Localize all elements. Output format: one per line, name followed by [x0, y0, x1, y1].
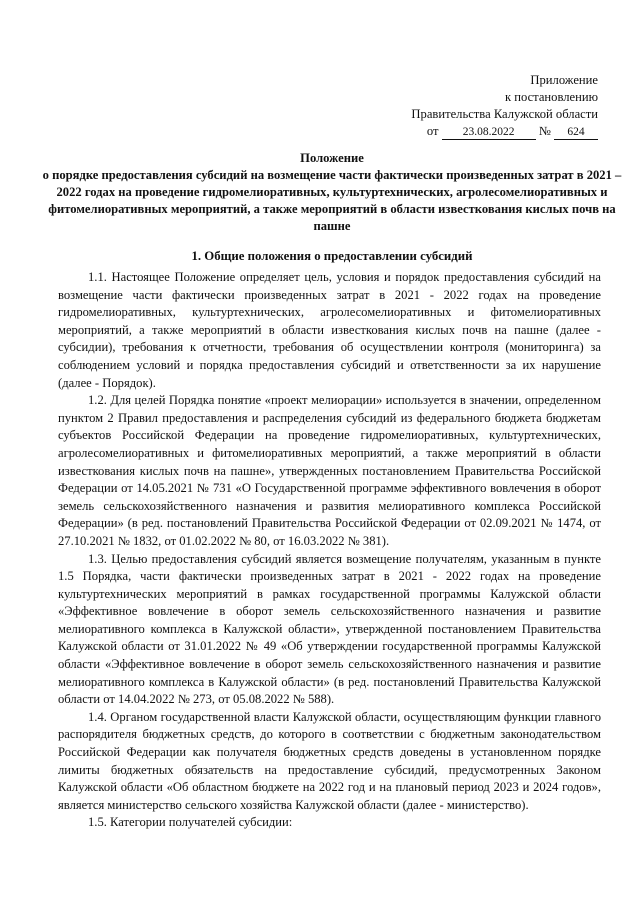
resolution-date: 23.08.2022 — [442, 126, 536, 140]
paragraph-1-3: 1.3. Целью предоставления субсидий является возмещение получателям, указанным в пункте 1.5 Порядка, части фактически произведенных затрат в 2021 - 2022 годах на проведение культуртехнических мероприятий в рамках государственной программы Калужской области «Эффективное вовлечение в оборот земель сельскохозяйственного назначения и развитие мелиоративного комплекса в Калужской области», утвержденной постановлением Правительства Калужской области от 31.01.2022 № 49 «Об утверждении государственной программы Калужской области «Эффективное вовлечение в оборот земель сельскохозяйственного назначения и развитие мелиоративного комплекса в Калужской области» (в ред. постановлений Правительства Калужской области от 14.04.2022 № 273, от 05.08.2022 № 588). — [58, 551, 601, 707]
appendix-government: Правительства Калужской области — [411, 107, 598, 121]
paragraph-1-5: 1.5. Категории получателей субсидии: — [88, 815, 293, 830]
resolution-number: 624 — [554, 126, 598, 140]
title-subtitle: о порядке предоставления субсидий на возмещение части фактически произведенных затрат в 2021 – 2022 годах на проведение гидромелиоративных, культуртехнических, агролесомелиоративных и фитомелиоративных мероприятий, а также мероприятий в области известкования кислых почв на пашне — [42, 168, 622, 233]
appendix-header — [411, 72, 598, 140]
appendix-label: Приложение — [530, 73, 598, 87]
paragraph-1-4: 1.4. Органом государственной власти Калужской области, осуществляющим функции главного распорядителя бюджетных средств, до которого в соответствии с бюджетным законодательством Российской Федерации как получателя бюджетных средств доведены в установленном порядке лимиты бюджетных обязательств на предоставление субсидий, предусмотренных Законом Калужской области «Об областном бюджете на 2022 год и на плановый период 2023 и 2024 годов», является министерство сельского хозяйства Калужской области (далее - министерство). — [58, 709, 601, 812]
appendix-date-number-line — [427, 123, 598, 140]
paragraph-1-2: 1.2. Для целей Порядка понятие «проект мелиорации» используется в значении, определенном пунктом 2 Правил предоставления и распределения субсидий из федерального бюджета бюджетам субъектов Российской Федерации на проведение гидромелиоративных, культуртехнических, агролесомелиоративных и фитомелиоративных мероприятий, а также мероприятий в области известкования кислых почв на пашне», утвержденных постановлением Правительства Российской Федерации от 14.05.2021 № 731 «О Государственной программе эффективного вовлечения в оборот земель сельскохозяйственного назначения и развития мелиоративного комплекса Российской Федерации» (в ред. постановлений Правительства Российской Федерации от 02.09.2021 № 1474, от 27.10.2021 № 1832, от 01.02.2022 № 80, от 16.03.2022 № 381). — [58, 393, 601, 548]
appendix-to-resolution: к постановлению — [504, 90, 598, 104]
document-title — [40, 150, 624, 235]
paragraph-1-1: 1.1. Настоящее Положение определяет цель, условия и порядок предоставления субсидий на возмещение части фактически произведенных затрат в 2021 - 2022 годах на проведение гидромелиоративных, культуртехнических, агролесомелиоративных и фитомелиоративных мероприятий, а также мероприятий в области известкования кислых почв на пашне (далее - субсидии), требования к отчетности, требования об осуществлении контроля (мониторинга) за соблюдением условий и порядка предоставления субсидий и ответственности за их нарушение (далее - Порядок). — [58, 270, 601, 390]
date-prefix: от — [426, 124, 439, 138]
title-heading: Положение — [300, 151, 364, 165]
section-heading: 1. Общие положения о предоставлении субсидий — [191, 249, 473, 263]
section-body — [58, 269, 601, 832]
number-prefix: № — [538, 124, 551, 138]
